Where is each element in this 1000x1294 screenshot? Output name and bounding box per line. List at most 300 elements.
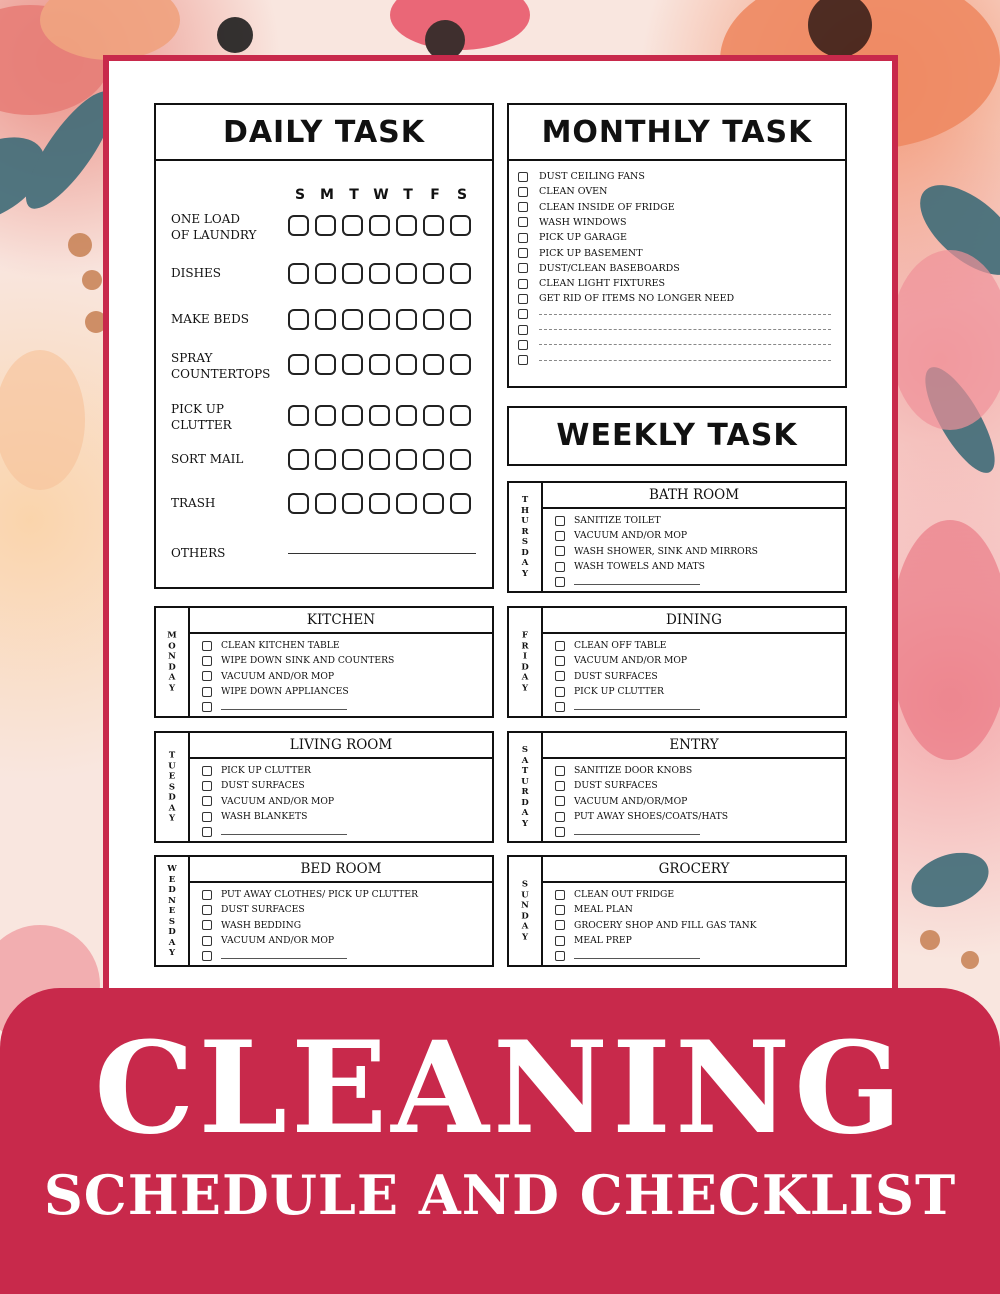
- room-task-checkbox[interactable]: [555, 905, 565, 915]
- room-task-blank-item: [555, 574, 758, 589]
- daily-checkbox[interactable]: [423, 354, 444, 375]
- day-letter: D: [521, 547, 529, 558]
- room-task-checkbox[interactable]: [202, 702, 212, 712]
- room-task-checkbox[interactable]: [202, 812, 212, 822]
- room-task-item: [555, 794, 728, 809]
- room-task-item: [555, 933, 757, 948]
- daily-checkbox[interactable]: [342, 354, 363, 375]
- room-task-item: [555, 809, 728, 824]
- room-task-item: [555, 513, 758, 528]
- monthly-blank-item: [518, 322, 831, 337]
- day-letter: R: [521, 787, 529, 797]
- daily-checkbox[interactable]: [342, 263, 363, 284]
- room-task-label: WASH BEDDING: [221, 919, 302, 931]
- daily-checkbox[interactable]: [423, 405, 444, 426]
- monthly-blank-line[interactable]: [539, 360, 831, 361]
- room-task-label: WASH SHOWER, SINK AND MIRRORS: [574, 545, 758, 557]
- room-task-item: [555, 887, 757, 902]
- day-side-label: [156, 857, 190, 965]
- day-letter: Y: [168, 947, 176, 958]
- room-title: ENTRY: [543, 733, 845, 759]
- daily-checkbox[interactable]: [423, 449, 444, 470]
- daily-checkbox-row: [288, 354, 471, 375]
- daily-task-label-line2: COUNTERTOPS: [171, 367, 271, 381]
- room-task-item: [555, 918, 757, 933]
- monthly-checkbox[interactable]: [518, 233, 528, 243]
- day-letter: S: [168, 781, 176, 792]
- room-task-checkbox[interactable]: [202, 796, 212, 806]
- monthly-checkbox[interactable]: [518, 263, 528, 273]
- daily-checkbox[interactable]: [369, 263, 390, 284]
- day-letter: F: [521, 630, 529, 641]
- day-header-sat: S: [456, 187, 468, 203]
- daily-checkbox[interactable]: [288, 449, 309, 470]
- daily-checkbox[interactable]: [288, 493, 309, 514]
- day-letter: U: [521, 890, 529, 900]
- room-task-item: [202, 684, 394, 699]
- day-letter: H: [520, 505, 530, 516]
- day-letter: A: [521, 558, 529, 568]
- room-task-label: GROCERY SHOP AND FILL GAS TANK: [574, 919, 757, 931]
- daily-checkbox[interactable]: [315, 309, 336, 330]
- monthly-checkbox[interactable]: [518, 355, 528, 365]
- room-task-checkbox[interactable]: [202, 951, 212, 961]
- room-task-blank-line[interactable]: [574, 709, 700, 710]
- daily-task-label: [171, 495, 281, 511]
- room-task-label: VACUUM AND/OR MOP: [221, 795, 335, 807]
- room-task-blank-item: [202, 824, 347, 839]
- room-task-item: [202, 653, 394, 668]
- monthly-checkbox[interactable]: [518, 325, 528, 335]
- room-task-blank-line[interactable]: [574, 584, 700, 585]
- daily-task-label-line1: MAKE BEDS: [171, 312, 249, 326]
- room-task-checkbox[interactable]: [555, 936, 565, 946]
- monthly-item: [518, 184, 607, 199]
- monthly-item-label: WASH WINDOWS: [539, 216, 627, 228]
- room-task-item: [555, 669, 700, 684]
- day-letter: D: [521, 797, 529, 808]
- room-task-checkbox[interactable]: [555, 641, 565, 651]
- room-task-label: VACUUM AND/OR MOP: [574, 530, 688, 542]
- daily-task-label-line2: CLUTTER: [171, 418, 232, 432]
- room-task-label: DUST SURFACES: [221, 780, 305, 792]
- day-header-wed: W: [373, 187, 389, 203]
- daily-checkbox[interactable]: [450, 263, 471, 284]
- day-letter: O: [168, 641, 176, 651]
- room-task-label: DUST SURFACES: [221, 904, 305, 916]
- daily-checkbox[interactable]: [315, 215, 336, 236]
- monthly-blank-line[interactable]: [539, 344, 831, 345]
- day-letter: U: [521, 516, 529, 526]
- day-letter: T: [521, 766, 529, 776]
- room-task-label: VACUUM AND/OR MOP: [574, 655, 688, 667]
- room-task-checkbox[interactable]: [555, 562, 565, 572]
- room-task-list: [202, 763, 347, 839]
- room-task-blank-line[interactable]: [221, 709, 347, 710]
- room-task-blank-line[interactable]: [221, 958, 347, 959]
- room-task-checkbox[interactable]: [555, 702, 565, 712]
- daily-checkbox[interactable]: [288, 263, 309, 284]
- room-task-item: [555, 638, 700, 653]
- day-letter: S: [521, 879, 529, 890]
- room-task-label: PICK UP CLUTTER: [221, 765, 311, 777]
- room-task-checkbox[interactable]: [555, 827, 565, 837]
- monthly-checkbox[interactable]: [518, 279, 528, 289]
- daily-task-label: [171, 211, 281, 243]
- room-title: BED ROOM: [190, 857, 492, 883]
- day-letter: D: [521, 662, 529, 672]
- day-letter: Y: [521, 683, 529, 693]
- daily-checkbox[interactable]: [423, 215, 444, 236]
- daily-checkbox[interactable]: [288, 309, 309, 330]
- monthly-blank-item: [518, 353, 831, 368]
- room-task-label: WASH BLANKETS: [221, 811, 308, 823]
- daily-checkbox[interactable]: [450, 493, 471, 514]
- day-header-sun: S: [294, 187, 306, 203]
- day-letter: Y: [168, 683, 176, 693]
- monthly-checkbox[interactable]: [518, 294, 528, 304]
- daily-checkbox[interactable]: [342, 449, 363, 470]
- day-letter: E: [168, 771, 176, 782]
- daily-task-label-line1: SPRAY: [171, 351, 213, 365]
- room-task-item: [555, 559, 758, 574]
- room-task-item: [555, 544, 758, 559]
- room-task-checkbox[interactable]: [202, 936, 212, 946]
- daily-task-label-line1: ONE LOAD: [171, 212, 241, 226]
- room-task-label: SANITIZE DOOR KNOBS: [574, 765, 693, 777]
- room-task-checkbox[interactable]: [202, 890, 212, 900]
- room-title: BATH ROOM: [543, 483, 845, 509]
- room-title: LIVING ROOM: [190, 733, 492, 759]
- daily-checkbox-row: [288, 215, 471, 236]
- daily-task-label-line1: SORT MAIL: [171, 452, 244, 466]
- room-task-label: CLEAN OUT FRIDGE: [574, 889, 675, 901]
- day-letter: T: [168, 750, 176, 761]
- daily-task-label-line1: PICK UP: [171, 402, 224, 416]
- day-letter: A: [168, 937, 176, 948]
- daily-checkbox[interactable]: [288, 405, 309, 426]
- day-letter: Y: [521, 818, 529, 829]
- daily-checkbox[interactable]: [396, 215, 417, 236]
- room-task-item: [555, 684, 700, 699]
- room-task-item: [202, 778, 347, 793]
- daily-task-title: DAILY TASK: [156, 105, 492, 161]
- daily-checkbox-row: [288, 263, 471, 284]
- room-task-item: [555, 763, 728, 778]
- room-task-item: [555, 778, 728, 793]
- room-task-list: [555, 638, 700, 714]
- day-letter: N: [168, 895, 176, 906]
- daily-checkbox[interactable]: [288, 354, 309, 375]
- room-task-checkbox[interactable]: [202, 656, 212, 666]
- day-letter: Y: [521, 568, 529, 579]
- day-box-saturday: [507, 731, 847, 843]
- room-task-checkbox[interactable]: [555, 812, 565, 822]
- room-task-blank-item: [202, 699, 394, 714]
- daily-checkbox[interactable]: [342, 405, 363, 426]
- daily-task-label: [171, 350, 281, 382]
- monthly-item-label: CLEAN LIGHT FIXTURES: [539, 278, 666, 290]
- daily-checkbox[interactable]: [369, 354, 390, 375]
- day-box-wednesday: [154, 855, 494, 967]
- room-task-checkbox[interactable]: [555, 781, 565, 791]
- monthly-checkbox[interactable]: [518, 248, 528, 258]
- vertical-day-name: [156, 631, 188, 694]
- others-label: OTHERS: [171, 546, 226, 560]
- room-task-checkbox[interactable]: [555, 671, 565, 681]
- day-letter: T: [521, 495, 529, 505]
- room-task-checkbox[interactable]: [202, 766, 212, 776]
- room-task-blank-line[interactable]: [574, 834, 700, 835]
- room-task-checkbox[interactable]: [202, 905, 212, 915]
- daily-checkbox[interactable]: [423, 493, 444, 514]
- monthly-item: [518, 230, 627, 245]
- daily-checkbox[interactable]: [369, 215, 390, 236]
- daily-checkbox[interactable]: [369, 493, 390, 514]
- daily-checkbox[interactable]: [396, 263, 417, 284]
- daily-checkbox[interactable]: [423, 263, 444, 284]
- room-title: KITCHEN: [190, 608, 492, 634]
- room-task-label: WIPE DOWN APPLIANCES: [221, 686, 349, 698]
- room-task-blank-item: [555, 948, 757, 963]
- day-header-mon: M: [320, 187, 334, 203]
- room-task-checkbox[interactable]: [555, 920, 565, 930]
- room-task-list: [555, 763, 728, 839]
- room-task-item: [202, 933, 418, 948]
- room-task-list: [202, 887, 418, 963]
- monthly-item: [518, 291, 734, 306]
- day-letter: A: [168, 672, 176, 683]
- room-task-checkbox[interactable]: [555, 951, 565, 961]
- room-task-checkbox[interactable]: [555, 796, 565, 806]
- day-box-thursday: [507, 481, 847, 593]
- room-task-label: PUT AWAY SHOES/COATS/HATS: [574, 811, 729, 823]
- room-task-item: [202, 638, 394, 653]
- daily-checkbox[interactable]: [450, 309, 471, 330]
- daily-checkbox-row: [288, 405, 471, 426]
- daily-checkbox[interactable]: [369, 309, 390, 330]
- daily-checkbox[interactable]: [450, 354, 471, 375]
- daily-checkbox[interactable]: [315, 493, 336, 514]
- monthly-item: [518, 200, 675, 215]
- weekly-task-title: WEEKLY TASK: [556, 418, 798, 453]
- monthly-item-label: CLEAN INSIDE OF FRIDGE: [539, 201, 675, 213]
- room-title: GROCERY: [543, 857, 845, 883]
- day-letter: Y: [521, 932, 529, 942]
- monthly-task-box: [507, 103, 847, 388]
- daily-task-box: [154, 103, 494, 589]
- room-task-blank-item: [202, 948, 418, 963]
- room-task-checkbox[interactable]: [555, 531, 565, 541]
- room-task-checkbox[interactable]: [202, 687, 212, 697]
- day-side-label: [509, 483, 543, 591]
- day-letter: A: [521, 808, 529, 818]
- monthly-item: [518, 261, 680, 276]
- daily-checkbox-row: [288, 449, 471, 470]
- daily-checkbox[interactable]: [369, 405, 390, 426]
- room-task-label: DUST SURFACES: [574, 780, 658, 792]
- monthly-item: [518, 246, 643, 261]
- daily-checkbox[interactable]: [315, 449, 336, 470]
- monthly-task-title: MONTHLY TASK: [509, 105, 845, 161]
- day-box-monday: [154, 606, 494, 718]
- day-letter: D: [168, 884, 176, 895]
- day-letter: E: [168, 874, 176, 885]
- monthly-item: [518, 215, 626, 230]
- room-task-item: [555, 528, 758, 543]
- day-letter: E: [168, 905, 176, 916]
- room-task-label: PUT AWAY CLOTHES/ PICK UP CLUTTER: [221, 889, 419, 901]
- daily-checkbox[interactable]: [342, 493, 363, 514]
- daily-checkbox[interactable]: [315, 405, 336, 426]
- room-task-checkbox[interactable]: [202, 827, 212, 837]
- day-letter: A: [168, 802, 176, 813]
- room-task-label: VACUUM AND/OR/MOP: [574, 795, 688, 807]
- monthly-item-label: PICK UP GARAGE: [539, 232, 627, 244]
- daily-checkbox[interactable]: [342, 215, 363, 236]
- room-task-checkbox[interactable]: [202, 671, 212, 681]
- room-task-label: MEAL PREP: [574, 935, 632, 947]
- room-task-label: PICK UP CLUTTER: [574, 686, 664, 698]
- room-task-label: DUST SURFACES: [574, 670, 658, 682]
- checklist-sheet: [103, 55, 898, 1000]
- day-letter: R: [521, 641, 529, 651]
- room-task-checkbox[interactable]: [555, 687, 565, 697]
- room-task-item: [202, 669, 394, 684]
- monthly-item: [518, 169, 645, 184]
- room-task-list: [202, 638, 394, 714]
- monthly-checkbox[interactable]: [518, 202, 528, 212]
- day-letter: A: [521, 921, 529, 932]
- monthly-checkbox[interactable]: [518, 217, 528, 227]
- monthly-blank-item: [518, 307, 831, 322]
- day-side-label: [509, 733, 543, 841]
- room-task-label: CLEAN OFF TABLE: [574, 640, 667, 652]
- day-letter: N: [521, 900, 529, 911]
- monthly-item-label: CLEAN OVEN: [539, 186, 608, 198]
- monthly-item-label: GET RID OF ITEMS NO LONGER NEED: [539, 293, 735, 305]
- room-task-list: [555, 887, 757, 963]
- room-task-checkbox[interactable]: [555, 577, 565, 587]
- room-title: DINING: [543, 608, 845, 634]
- monthly-checkbox[interactable]: [518, 340, 528, 350]
- monthly-item-label: PICK UP BASEMENT: [539, 247, 643, 259]
- room-task-item: [202, 794, 347, 809]
- room-task-checkbox[interactable]: [555, 656, 565, 666]
- daily-checkbox[interactable]: [450, 405, 471, 426]
- day-letter: A: [521, 755, 529, 766]
- daily-task-label: [171, 311, 281, 327]
- daily-checkbox-row: [288, 309, 471, 330]
- room-task-item: [202, 887, 418, 902]
- monthly-checkbox[interactable]: [518, 187, 528, 197]
- daily-checkbox[interactable]: [450, 215, 471, 236]
- room-task-checkbox[interactable]: [555, 546, 565, 556]
- monthly-blank-line[interactable]: [539, 314, 831, 315]
- daily-checkbox-row: [288, 493, 471, 514]
- vertical-day-name: [509, 495, 541, 579]
- daily-checkbox[interactable]: [342, 309, 363, 330]
- monthly-checkbox[interactable]: [518, 309, 528, 319]
- room-task-label: VACUUM AND/OR MOP: [221, 670, 335, 682]
- banner-subtitle: SCHEDULE AND CHECKLIST: [43, 1163, 957, 1227]
- room-task-label: SANITIZE TOILET: [574, 515, 661, 527]
- room-task-label: MEAL PLAN: [574, 904, 633, 916]
- daily-task-label-line1: TRASH: [171, 496, 216, 510]
- room-task-item: [202, 763, 347, 778]
- day-letter: U: [168, 760, 176, 771]
- vertical-day-name: [156, 750, 188, 824]
- daily-task-label: [171, 401, 281, 433]
- day-header-thu: T: [403, 187, 413, 203]
- day-letter: D: [521, 911, 529, 921]
- room-task-blank-line[interactable]: [574, 958, 700, 959]
- day-header-tue: T: [349, 187, 359, 203]
- room-task-label: WASH TOWELS AND MATS: [574, 561, 705, 573]
- day-letter: U: [521, 776, 529, 787]
- day-side-label: [509, 608, 543, 716]
- day-letter: S: [168, 916, 176, 927]
- day-letter: S: [521, 745, 529, 755]
- daily-checkbox[interactable]: [396, 405, 417, 426]
- room-task-blank-item: [555, 699, 700, 714]
- vertical-day-name: [509, 880, 541, 943]
- vertical-day-name: [509, 745, 541, 829]
- room-task-checkbox[interactable]: [202, 641, 212, 651]
- room-task-list: [555, 513, 758, 589]
- daily-checkbox[interactable]: [423, 309, 444, 330]
- room-task-checkbox[interactable]: [555, 890, 565, 900]
- room-task-checkbox[interactable]: [202, 781, 212, 791]
- room-task-item: [202, 809, 347, 824]
- day-letter: Y: [168, 813, 176, 824]
- daily-checkbox[interactable]: [396, 309, 417, 330]
- room-task-checkbox[interactable]: [555, 516, 565, 526]
- day-letter: N: [168, 651, 176, 662]
- weekly-task-box: [507, 406, 847, 466]
- daily-checkbox[interactable]: [288, 215, 309, 236]
- room-task-checkbox[interactable]: [202, 920, 212, 930]
- room-task-item: [202, 918, 418, 933]
- daily-task-label-line2: OF LAUNDRY: [171, 228, 257, 242]
- day-letter: D: [168, 662, 176, 672]
- day-box-sunday: [507, 855, 847, 967]
- monthly-blank-line[interactable]: [539, 329, 831, 330]
- room-task-item: [555, 902, 757, 917]
- daily-checkbox[interactable]: [450, 449, 471, 470]
- daily-checkbox[interactable]: [396, 493, 417, 514]
- room-task-blank-item: [555, 824, 728, 839]
- daily-checkbox[interactable]: [396, 449, 417, 470]
- monthly-checkbox[interactable]: [518, 172, 528, 182]
- daily-checkbox[interactable]: [369, 449, 390, 470]
- room-task-label: VACUUM AND/OR MOP: [221, 935, 335, 947]
- vertical-day-name: [509, 631, 541, 694]
- room-task-checkbox[interactable]: [555, 766, 565, 776]
- daily-checkbox[interactable]: [315, 354, 336, 375]
- day-letter: I: [523, 651, 527, 662]
- day-box-friday: [507, 606, 847, 718]
- monthly-blank-item: [518, 337, 831, 352]
- day-letter: D: [168, 926, 176, 937]
- daily-checkbox[interactable]: [315, 263, 336, 284]
- room-task-item: [202, 902, 418, 917]
- day-letter: A: [521, 672, 529, 683]
- day-side-label: [509, 857, 543, 965]
- room-task-blank-line[interactable]: [221, 834, 347, 835]
- daily-checkbox[interactable]: [396, 354, 417, 375]
- others-input-line[interactable]: [288, 553, 476, 554]
